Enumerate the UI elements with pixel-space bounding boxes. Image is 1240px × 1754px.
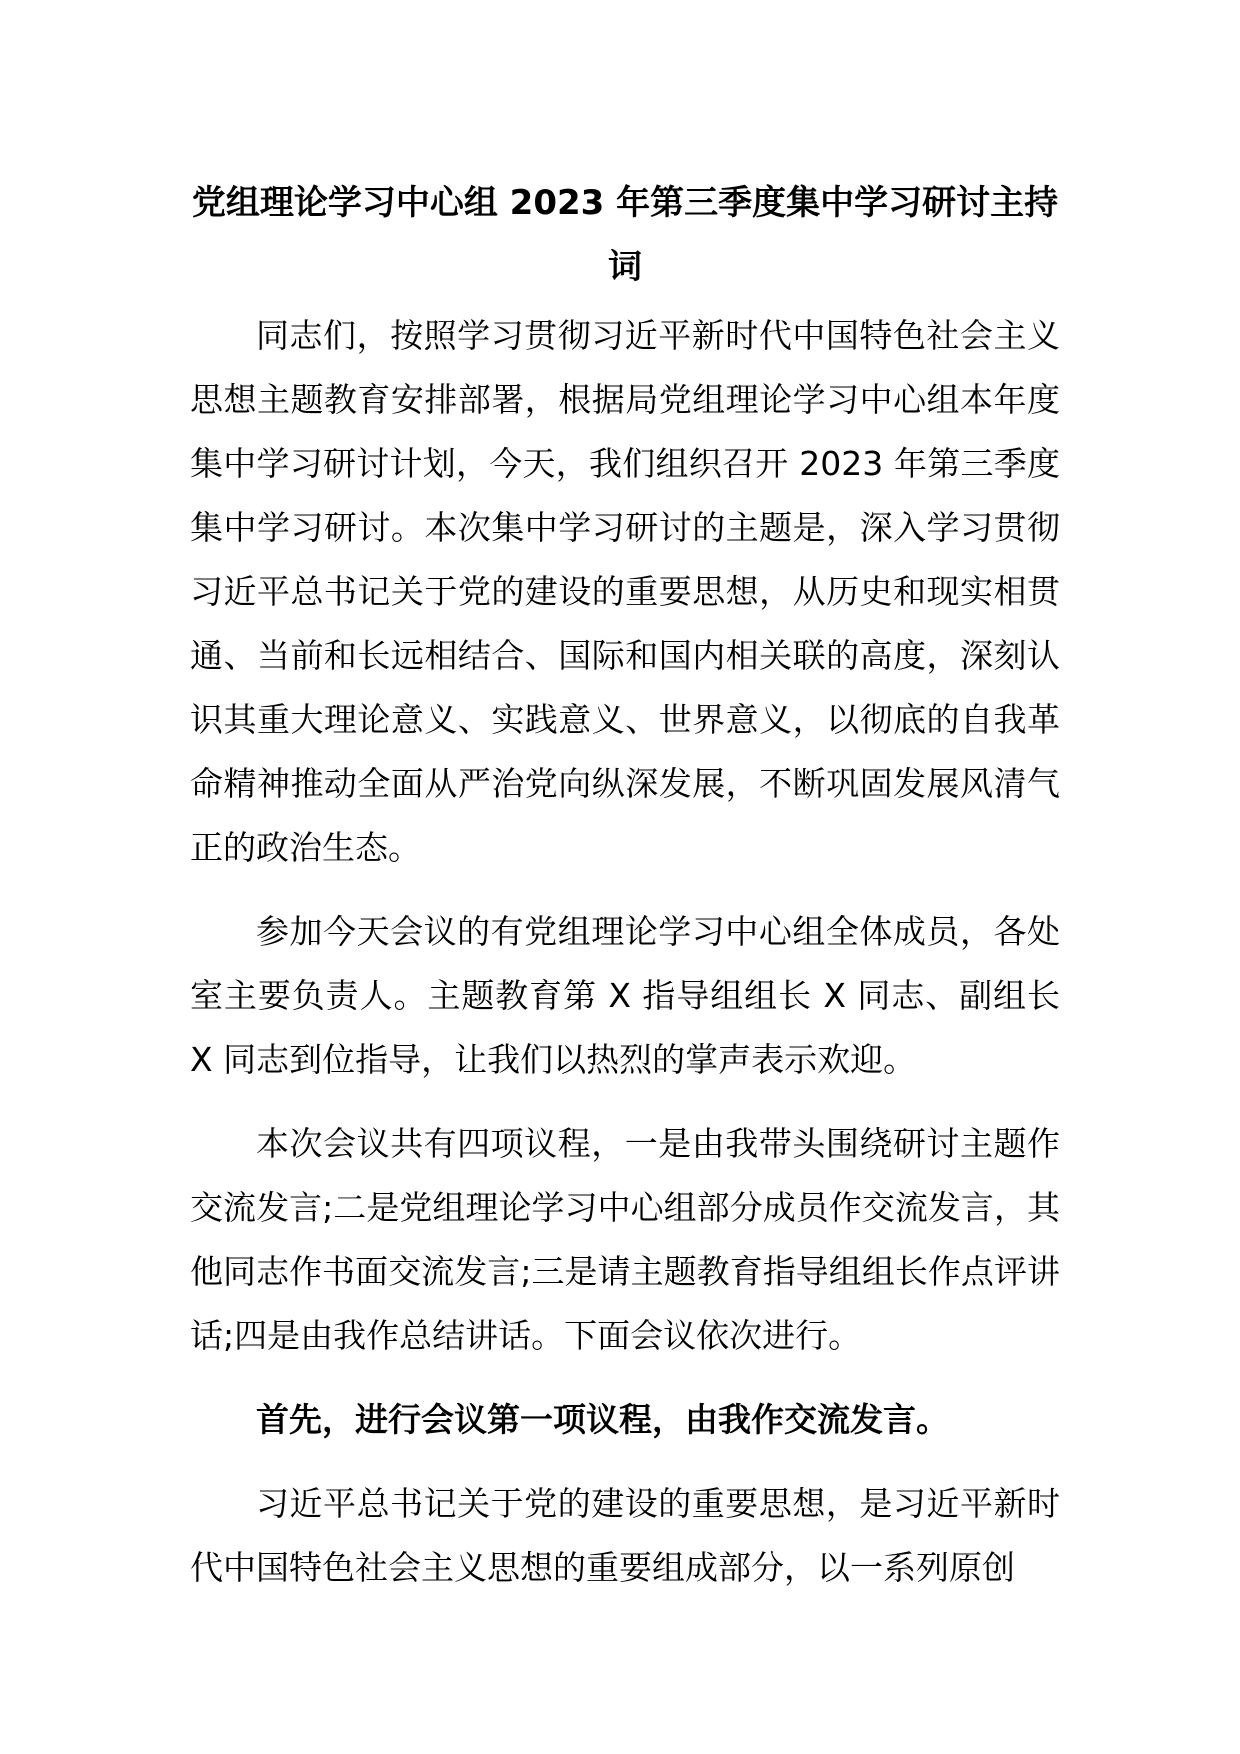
paragraph-agenda: 本次会议共有四项议程，一是由我带头围绕研讨主题作交流发言;二是党组理论学习中心组部分成员作交流发言，其他同志作书面交流发言;三是请主题教育指导组组长作点评讲话;四是由我作总结讲话。下面会议依次进行。 <box>190 1124 1060 1355</box>
paragraph-first-item-heading: 首先，进行会议第一项议程，由我作交流发言。 <box>256 1400 949 1439</box>
paragraph-opening: 同志们，按照学习贯彻习近平新时代中国特色社会主义思想主题教育安排部署，根据局党组理论学习中心组本年度集中学习研讨计划，今天，我们组织召开 2023 年第三季度集中学习研讨。本次集中学习研讨的主题是，深入学习贯彻习近平总书记关于党的建设的重要思想，从历史和现实相贯通、当前和长远相结合、国际和国内相关联的高度，深刻认识其重大理论意义、实践意义、世界意义，以彻底的自我革命精神推动全面从严治党向纵深发展，不断巩固发展风清气正的政治生态。 <box>190 316 1060 867</box>
paragraph-attendees: 参加今天会议的有党组理论学习中心组全体成员，各处室主要负责人。主题教育第 X 指导组组长 X 同志、副组长 X 同志到位指导，让我们以热烈的掌声表示欢迎。 <box>190 912 1060 1079</box>
document-body <box>190 304 1060 1620</box>
document-title: 党组理论学习中心组 2023 年第三季度集中学习研讨主持词 <box>191 183 1059 287</box>
paragraph-speech-start: 习近平总书记关于党的建设的重要思想，是习近平新时代中国特色社会主义思想的重要组成部分，以一系列原创 <box>190 1484 1060 1587</box>
